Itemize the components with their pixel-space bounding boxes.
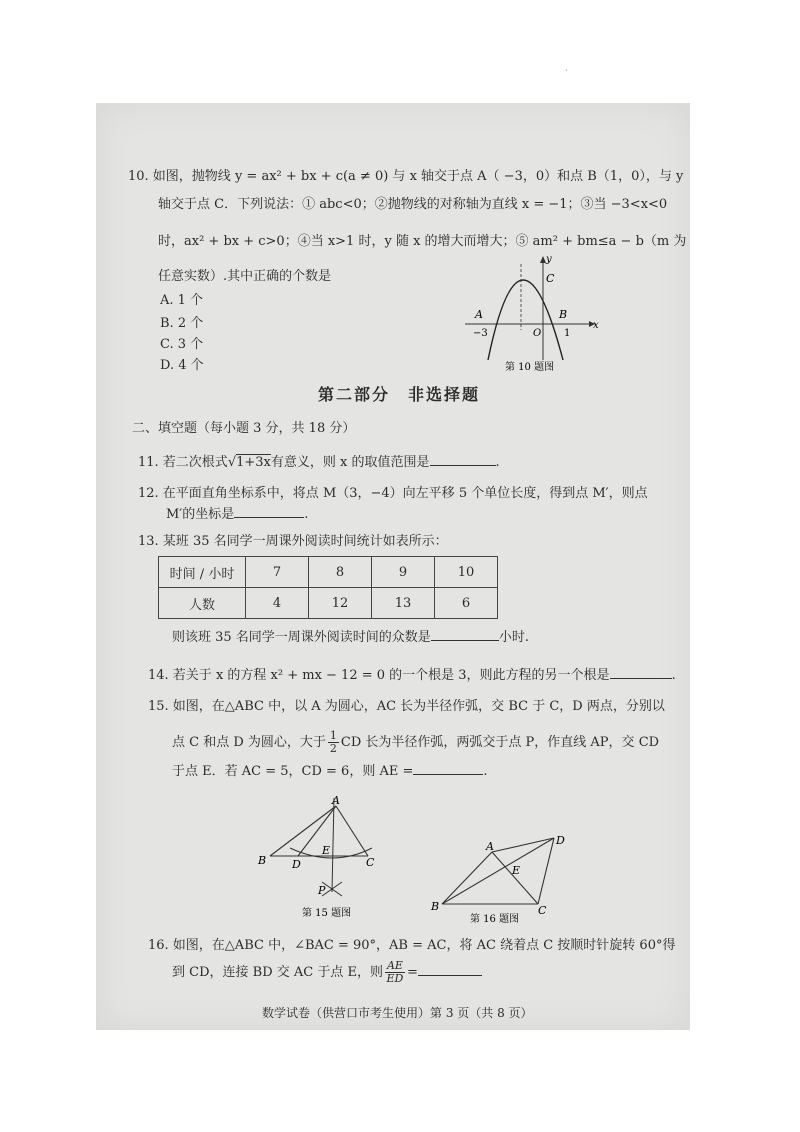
q14-text: 14. 若关于 x 的方程 x² + mx − 12 = 0 的一个根是 3，则此方程的另一个根是 [148,668,610,683]
table-cell: 12 [309,588,372,619]
q15-figure [250,792,390,922]
q10-figure-caption: 第 10 题图 [505,362,555,373]
table-header-cell: 时间 / 小时 [159,557,246,588]
q15-answer-blank[interactable] [413,762,483,775]
segment-cd [538,838,554,904]
q10-line4: 任意实数）.其中正确的个数是 [158,269,332,284]
segment-ad [492,838,554,852]
point-c-label: C [546,272,555,285]
origin-label: O [533,328,542,339]
q14-answer-blank[interactable] [610,666,672,679]
q10-option-c: C. 3 个 [160,337,204,352]
q16-line2-pre: 到 CD，连接 BD 交 AC 于点 E，则 [172,965,383,980]
q11-suffix: 有意义，则 x 的取值范围是 [270,455,430,470]
tick-1: 1 [564,328,571,339]
table-cell: 9 [372,557,435,588]
label-a: A [332,794,340,807]
segment-ac [336,806,368,856]
point-a-label: A [475,308,483,321]
label-c: C [538,904,547,917]
q12-end: . [304,507,309,522]
q10-figure [455,250,615,375]
x-label: x [593,320,599,331]
q13-question-text: 则该班 35 名同学一周课外阅读时间的众数是 [172,630,431,645]
segment-ab [442,852,492,904]
y-label: y [546,254,552,265]
q16-answer-blank[interactable] [418,963,482,976]
q16-figure [428,828,578,928]
label-c: C [366,856,375,869]
part2-title: 第二部分 非选择题 [318,385,481,404]
q12-line2-text: M′的坐标是 [166,507,235,522]
q16-figure-caption: 第 16 题图 [470,914,520,925]
label-e: E [322,844,331,857]
line-ap [332,798,334,892]
q15-frac-num: 1 [329,729,337,742]
q13-table [158,556,498,619]
q15-line2 [172,730,659,755]
q12-line2 [166,505,308,524]
q15-line1: 15. 如图，在△ABC 中，以 A 为圆心，AC 长为半径作弧，交 BC 于 C，D 两点，分别以 [148,699,665,714]
q13-question [172,628,529,647]
table-cell: 6 [435,588,498,619]
q12-line1: 12. 在平面直角坐标系中，将点 M（3，−4）向左平移 5 个单位长度，得到点 M′，则点 [138,486,648,501]
label-a: A [486,840,494,853]
q11-end: . [495,455,500,470]
table-cell: 4 [246,588,309,619]
q16-line1: 16. 如图，在△ABC 中，∠BAC = 90°，AB = AC，将 AC 绕着点 C 按顺时针旋转 60°得 [148,938,676,953]
table-cell: 13 [372,588,435,619]
table-header-cell: 人数 [159,588,246,619]
section2-title: 二、填空题（每小题 3 分，共 18 分） [132,421,356,436]
q16-fraction [385,960,405,985]
q15-frac-den: 2 [329,742,337,755]
q15-figure-caption: 第 15 题图 [302,908,352,919]
segment-ac [492,852,538,904]
q16-line2-post: = [406,965,418,980]
q11 [138,453,500,472]
label-e: E [512,864,521,877]
sqrt-symbol: √ [227,455,237,470]
table-cell: 8 [309,557,372,588]
table-row [159,588,498,619]
table-cell: 7 [246,557,309,588]
segment-bd [442,838,554,904]
q13-unit: 小时. [498,630,529,645]
label-d: D [292,858,301,871]
q16-frac-den: ED [386,972,404,985]
point-b-label: B [559,308,568,321]
q15-line3-text: 于点 E．若 AC = 5，CD = 6，则 AE = [172,764,414,779]
table-cell: 10 [435,557,498,588]
q15-end: . [483,764,488,779]
q13-answer-blank[interactable] [431,628,499,641]
scan-mark: · [565,66,568,75]
q15-line2-post: CD 长为半径作弧，两弧交于点 P，作直线 AP，交 CD [340,735,660,750]
q11-answer-blank[interactable] [430,453,496,466]
q11-prefix: 11. 若二次根式 [138,455,228,470]
label-b: B [258,854,267,867]
q10-line2: 轴交于点 C．下列说法：① abc<0；②抛物线的对称轴为直线 x = −1；③当 −3<x<0 [158,197,668,212]
label-b: B [431,900,440,913]
q10-option-a: A. 1 个 [160,293,204,308]
q10-line3: 时，ax² + bx + c>0；④当 x>1 时，y 随 x 的增大而增大；⑤ am² + bm≤a − b（m 为 [158,234,687,249]
q15-fraction [328,730,339,755]
table-row [159,557,498,588]
tick-neg3: −3 [473,328,488,339]
q16-frac-num: AE [386,959,403,972]
page-footer: 数学试卷（供营口市考生使用）第 3 页（共 8 页） [262,1006,533,1020]
q10-option-d: D. 4 个 [160,358,204,373]
parabola-curve [488,280,563,360]
q12-answer-blank[interactable] [234,505,304,518]
q14-end: . [671,668,676,683]
label-p: P [318,884,326,897]
q15-line2-pre: 点 C 和点 D 为圆心，大于 [172,735,326,750]
q15-line3 [172,762,488,781]
label-d: D [556,834,565,847]
q13-intro: 13. 某班 35 名同学一周课外阅读时间统计如表所示： [138,534,448,549]
q10-option-b: B. 2 个 [160,316,204,331]
q14 [148,666,676,685]
q16-line2 [172,960,482,985]
q10-line1: 10. 如图，抛物线 y = ax² + bx + c(a ≠ 0) 与 x 轴交于点 A（ −3，0）和点 B（1，0），与 y [128,169,684,184]
q11-radicand: 1+3x [236,455,271,470]
